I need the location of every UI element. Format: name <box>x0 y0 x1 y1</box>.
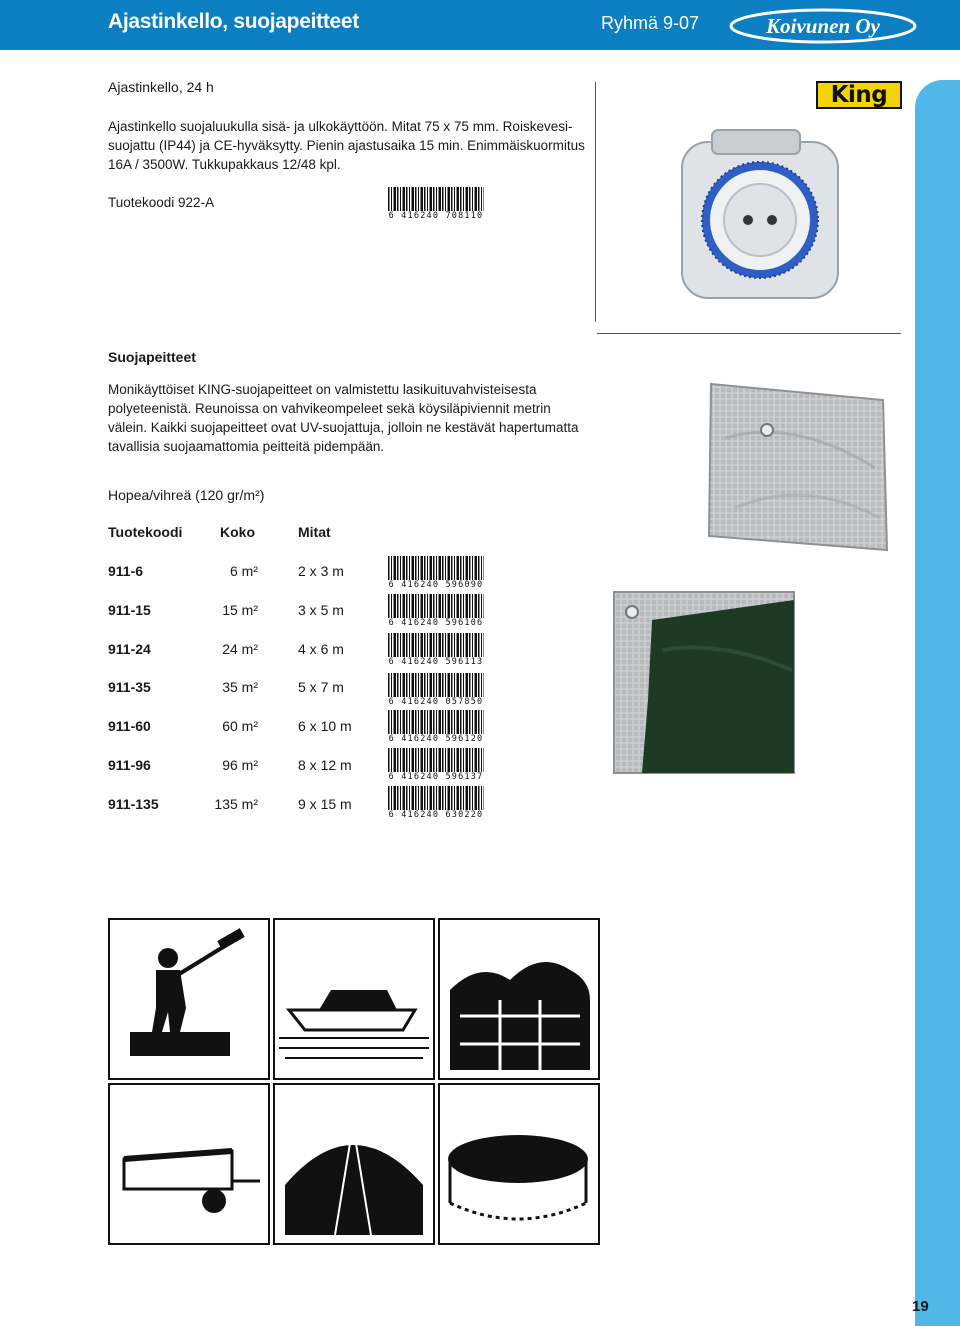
tarps-title: Suojapeitteet <box>108 349 196 365</box>
tent-icon <box>273 1083 435 1245</box>
king-logo: King <box>816 81 902 109</box>
row-code: 911-135 <box>108 796 159 812</box>
barcode-digits: 6 416240 630220 <box>388 810 484 820</box>
barcode-digits: 6 416240 596106 <box>388 618 484 628</box>
table-row <box>108 718 588 748</box>
trailer-icon <box>108 1083 270 1245</box>
barcode-bars <box>388 594 484 618</box>
timer-code: Tuotekoodi 922-A <box>108 195 215 210</box>
table-row <box>108 602 588 632</box>
table-row <box>108 757 588 787</box>
row-dims: 6 x 10 m <box>298 718 352 734</box>
product-group: Ryhmä 9-07 <box>601 13 700 33</box>
row-code: 911-6 <box>108 563 144 579</box>
silver-tarp-image <box>705 378 889 556</box>
barcode-bars <box>388 187 484 211</box>
timer-barcode <box>388 187 484 221</box>
row-dims: 8 x 12 m <box>298 757 352 773</box>
painter-icon <box>108 918 270 1080</box>
row-barcode <box>388 633 484 667</box>
timer-description: Ajastinkello suojaluukulla sisä- ja ulkokäyttöön. Mitat 75 x 75 mm. Roiskevesi-suojattu (IP44) ja CE-hyväksytty. Pienin ajastusaika 15 min. Enimmäiskuormitus 16A / 3500W. Tukkupakkaus 12/48 kpl. <box>108 119 585 172</box>
barcode-digits: 6 416240 708110 <box>388 211 484 221</box>
boat-icon <box>273 918 435 1080</box>
row-barcode <box>388 710 484 744</box>
row-barcode <box>388 786 484 820</box>
barcode-bars <box>388 633 484 657</box>
table-row <box>108 796 588 826</box>
pool-icon <box>438 1083 600 1245</box>
table-row <box>108 641 588 671</box>
row-barcode <box>388 748 484 782</box>
barcode-bars <box>388 710 484 734</box>
barcode-digits: 6 416240 596120 <box>388 734 484 744</box>
barcode-digits: 6 416240 057850 <box>388 697 484 707</box>
row-size: 135 m² <box>214 796 258 812</box>
row-dims: 2 x 3 m <box>298 563 344 579</box>
page-header <box>0 0 960 50</box>
divider-vertical <box>595 82 596 322</box>
row-code: 911-60 <box>108 718 151 734</box>
row-size: 6 m² <box>230 563 258 579</box>
firewood-icon <box>438 918 600 1080</box>
row-dims: 9 x 15 m <box>298 796 352 812</box>
barcode-bars <box>388 556 484 580</box>
green-tarp-image <box>612 590 796 775</box>
row-size: 24 m² <box>222 641 258 657</box>
barcode-digits: 6 416240 596090 <box>388 580 484 590</box>
row-size: 15 m² <box>222 602 258 618</box>
row-dims: 3 x 5 m <box>298 602 344 618</box>
tarps-description: Monikäyttöiset KING-suojapeitteet on valmistettu lasikuituvahvisteisesta polyeteenistä. Reunoissa on vahvikeompeleet sekä köysiläpiviennit metrin välein. Kaikki suojapeitteet ovat UV-suojattuja, jolloin ne kestävät hapertumatta tavallisia suojaamattomia peitteitä pidempään. <box>108 382 579 454</box>
side-bar <box>915 80 960 1326</box>
page-number: 19 <box>912 1298 929 1315</box>
row-code: 911-15 <box>108 602 151 618</box>
row-size: 96 m² <box>222 757 258 773</box>
row-code: 911-96 <box>108 757 151 773</box>
row-barcode <box>388 673 484 707</box>
barcode-digits: 6 416240 596113 <box>388 657 484 667</box>
col-header-code: Tuotekoodi <box>108 524 183 540</box>
barcode-bars <box>388 786 484 810</box>
col-header-size: Koko <box>220 524 255 540</box>
table-row <box>108 679 588 709</box>
row-barcode <box>388 556 484 590</box>
timer-socket-image <box>676 128 844 304</box>
row-dims: 5 x 7 m <box>298 679 344 695</box>
page-title: Ajastinkello, suojapeitteet <box>108 10 359 33</box>
tarps-subtitle: Hopea/vihreä (120 gr/m²) <box>108 487 265 503</box>
table-row <box>108 563 588 593</box>
row-barcode <box>388 594 484 628</box>
row-dims: 4 x 6 m <box>298 641 344 657</box>
koivunen-logo-icon <box>728 4 918 44</box>
barcode-bars <box>388 748 484 772</box>
timer-title: Ajastinkello, 24 h <box>108 79 214 95</box>
svg-text:Koivunen Oy: Koivunen Oy <box>766 14 880 38</box>
barcode-bars <box>388 673 484 697</box>
row-size: 60 m² <box>222 718 258 734</box>
row-size: 35 m² <box>222 679 258 695</box>
divider-horizontal <box>597 333 901 334</box>
barcode-digits: 6 416240 596137 <box>388 772 484 782</box>
row-code: 911-35 <box>108 679 151 695</box>
row-code: 911-24 <box>108 641 151 657</box>
col-header-dims: Mitat <box>298 524 331 540</box>
